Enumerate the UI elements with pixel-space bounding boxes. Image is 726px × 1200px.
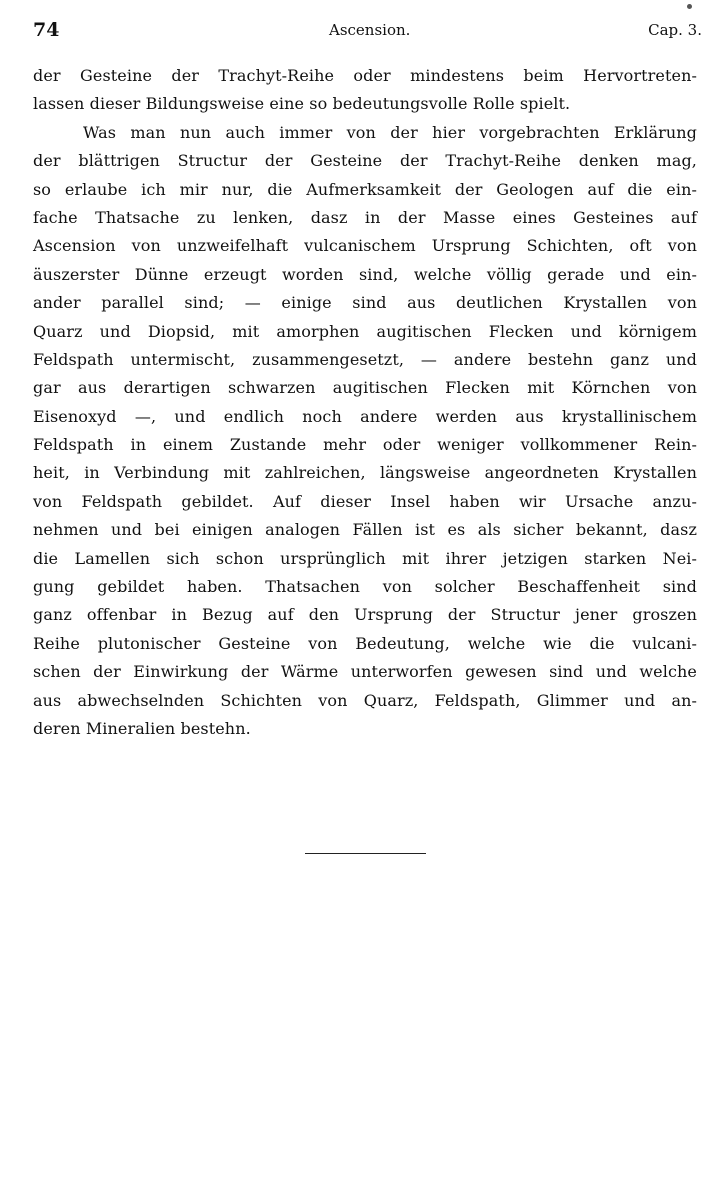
running-title: Ascension. [329,21,411,39]
text-line: so erlaube ich mir nur, die Aufmerksamkeit der Geologen auf die ein- [33,179,697,199]
text-line: gar aus derartigen schwarzen augitischen Flecken mit Körnchen von [33,378,697,398]
text-line: deren Mineralien bestehn. [33,718,251,738]
text-line: äuszerster Dünne erzeugt worden sind, welche völlig gerade und ein- [33,264,697,284]
body-text [33,62,697,743]
text-line: Eisenoxyd —, und endlich noch andere werden aus krystallinischem [33,406,697,426]
text-line: ganz offenbar in Bezug auf den Ursprung der Structur jener groszen [33,605,697,625]
text-line: aus abwechselnden Schichten von Quarz, Feldspath, Glimmer und an- [33,690,697,710]
text-line: der blättrigen Structur der Gesteine der Trachyt-Reihe denken mag, [33,151,697,171]
text-line: heit, in Verbindung mit zahlreichen, längsweise angeordneten Krystallen [33,463,697,483]
text-line: Reihe plutonischer Gesteine von Bedeutung, welche wie die vulcani- [33,633,697,653]
text-line: fache Thatsache zu lenken, dasz in der Masse eines Gesteines auf [33,207,697,227]
text-line: nehmen und bei einigen analogen Fällen ist es als sicher bekannt, dasz [33,520,697,540]
text-line: ander parallel sind; — einige sind aus deutlichen Krystallen von [33,293,697,313]
text-line: Feldspath in einem Zustande mehr oder weniger vollkommener Rein- [33,435,697,455]
text-line: lassen dieser Bildungsweise eine so bedeutungsvolle Rolle spielt. [33,94,571,114]
text-line: die Lamellen sich schon ursprünglich mit ihrer jetzigen starken Nei- [33,548,697,568]
text-line: Was man nun auch immer von der hier vorgebrachten Erklärung [83,122,697,142]
text-line: Feldspath untermischt, zusammengesetzt, — andere bestehn ganz und [33,349,697,369]
text-line: schen der Einwirkung der Wärme unterworfen gewesen sind und welche [33,662,697,682]
running-head [33,17,702,43]
print-speck [687,4,692,9]
text-line: Ascension von unzweifelhaft vulcanischem Ursprung Schichten, oft von [33,236,697,256]
page-number: 74 [33,19,60,41]
end-rule [305,853,426,854]
text-line: gung gebildet haben. Thatsachen von solcher Beschaffenheit sind [33,577,697,597]
text-line: von Feldspath gebildet. Auf dieser Insel haben wir Ursache anzu- [33,491,697,511]
chapter-label: Cap. 3. [648,21,702,39]
text-line: Quarz und Diopsid, mit amorphen augitischen Flecken und körnigem [33,321,697,341]
text-line: der Gesteine der Trachyt-Reihe oder mindestens beim Hervortreten- [33,66,697,85]
